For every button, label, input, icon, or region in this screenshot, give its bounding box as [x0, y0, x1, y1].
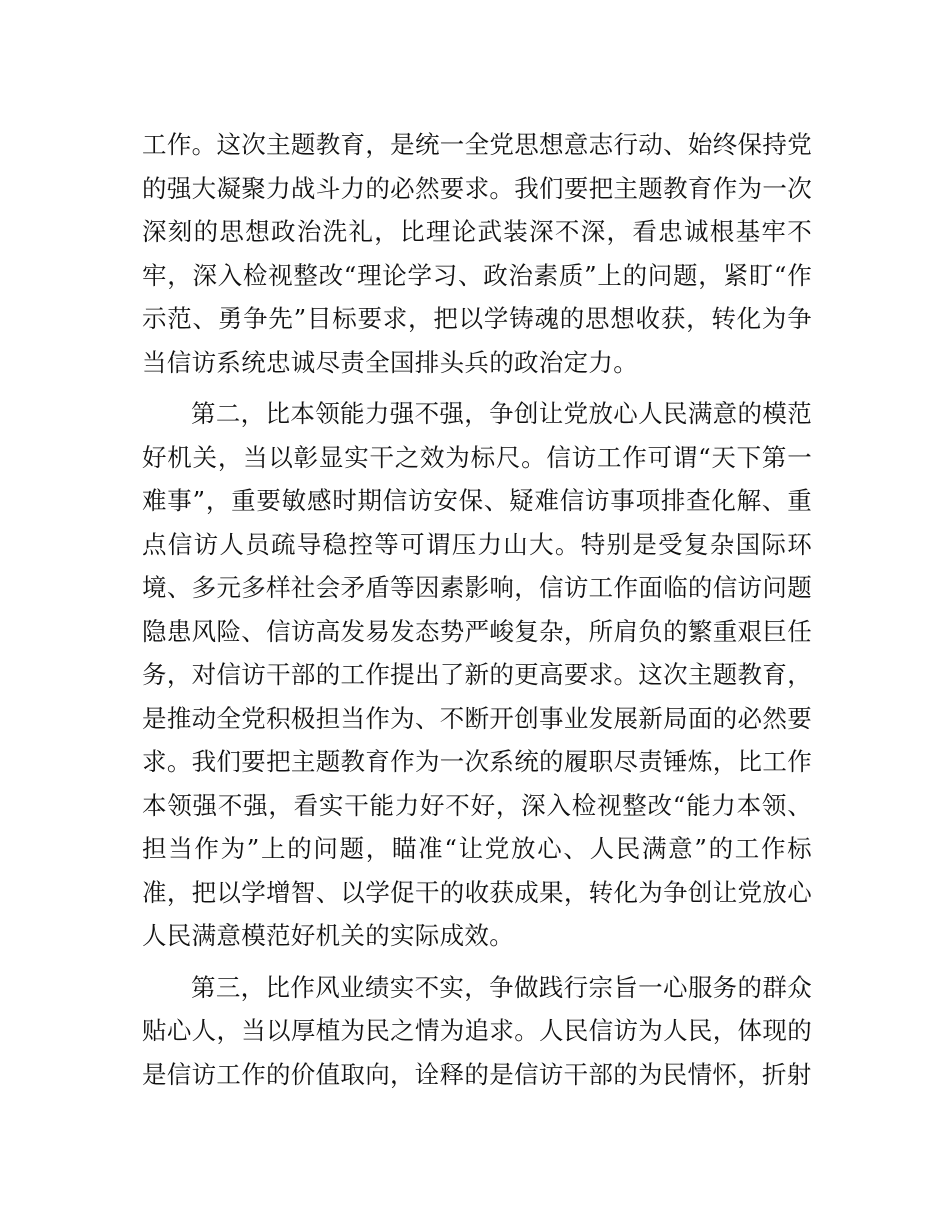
paragraph-2: 第二，比本领能力强不强，争创让党放心人民满意的模范好机关，当以彰显实干之效为标尺。信访工作可谓“天下第一难事”，重要敏感时期信访安保、疑难信访事项排查化解、重点信访人员疏导稳控等可谓压力山大。特别是受复杂国际环境、多元多样社会矛盾等因素影响，信访工作面临的信访问题隐患风险、信访高发易发态势严峻复杂，所肩负的繁重艰巨任务，对信访干部的工作提出了新的更高要求。这次主题教育，是推动全党积极担当作为、不断开创事业发展新局面的必然要求。我们要把主题教育作为一次系统的履职尽责锤炼，比工作本领强不强，看实干能力好不好，深入检视整改“能力本领、担当作为”上的问题，瞄准“让党放心、人民满意”的工作标准，把以学增智、以学促干的收获成果，转化为争创让党放心人民满意模范好机关的实际成效。	[142, 399, 812, 950]
paragraph-3: 第三，比作风业绩实不实，争做践行宗旨一心服务的群众贴心人，当以厚植为民之情为追求。人民信访为人民，体现的是信访工作的价值取向，诠释的是信访干部的为民情怀，折射	[142, 972, 812, 1089]
document-body	[142, 123, 812, 1096]
paragraph-1: 工作。这次主题教育，是统一全党思想意志行动、始终保持党的强大凝聚力战斗力的必然要求。我们要把主题教育作为一次深刻的思想政治洗礼，比理论武装深不深，看忠诚根基牢不牢，深入检视整改“理论学习、政治素质”上的问题，紧盯“作示范、勇争先”目标要求，把以学铸魂的思想收获，转化为争当信访系统忠诚尽责全国排头兵的政治定力。	[142, 130, 812, 377]
